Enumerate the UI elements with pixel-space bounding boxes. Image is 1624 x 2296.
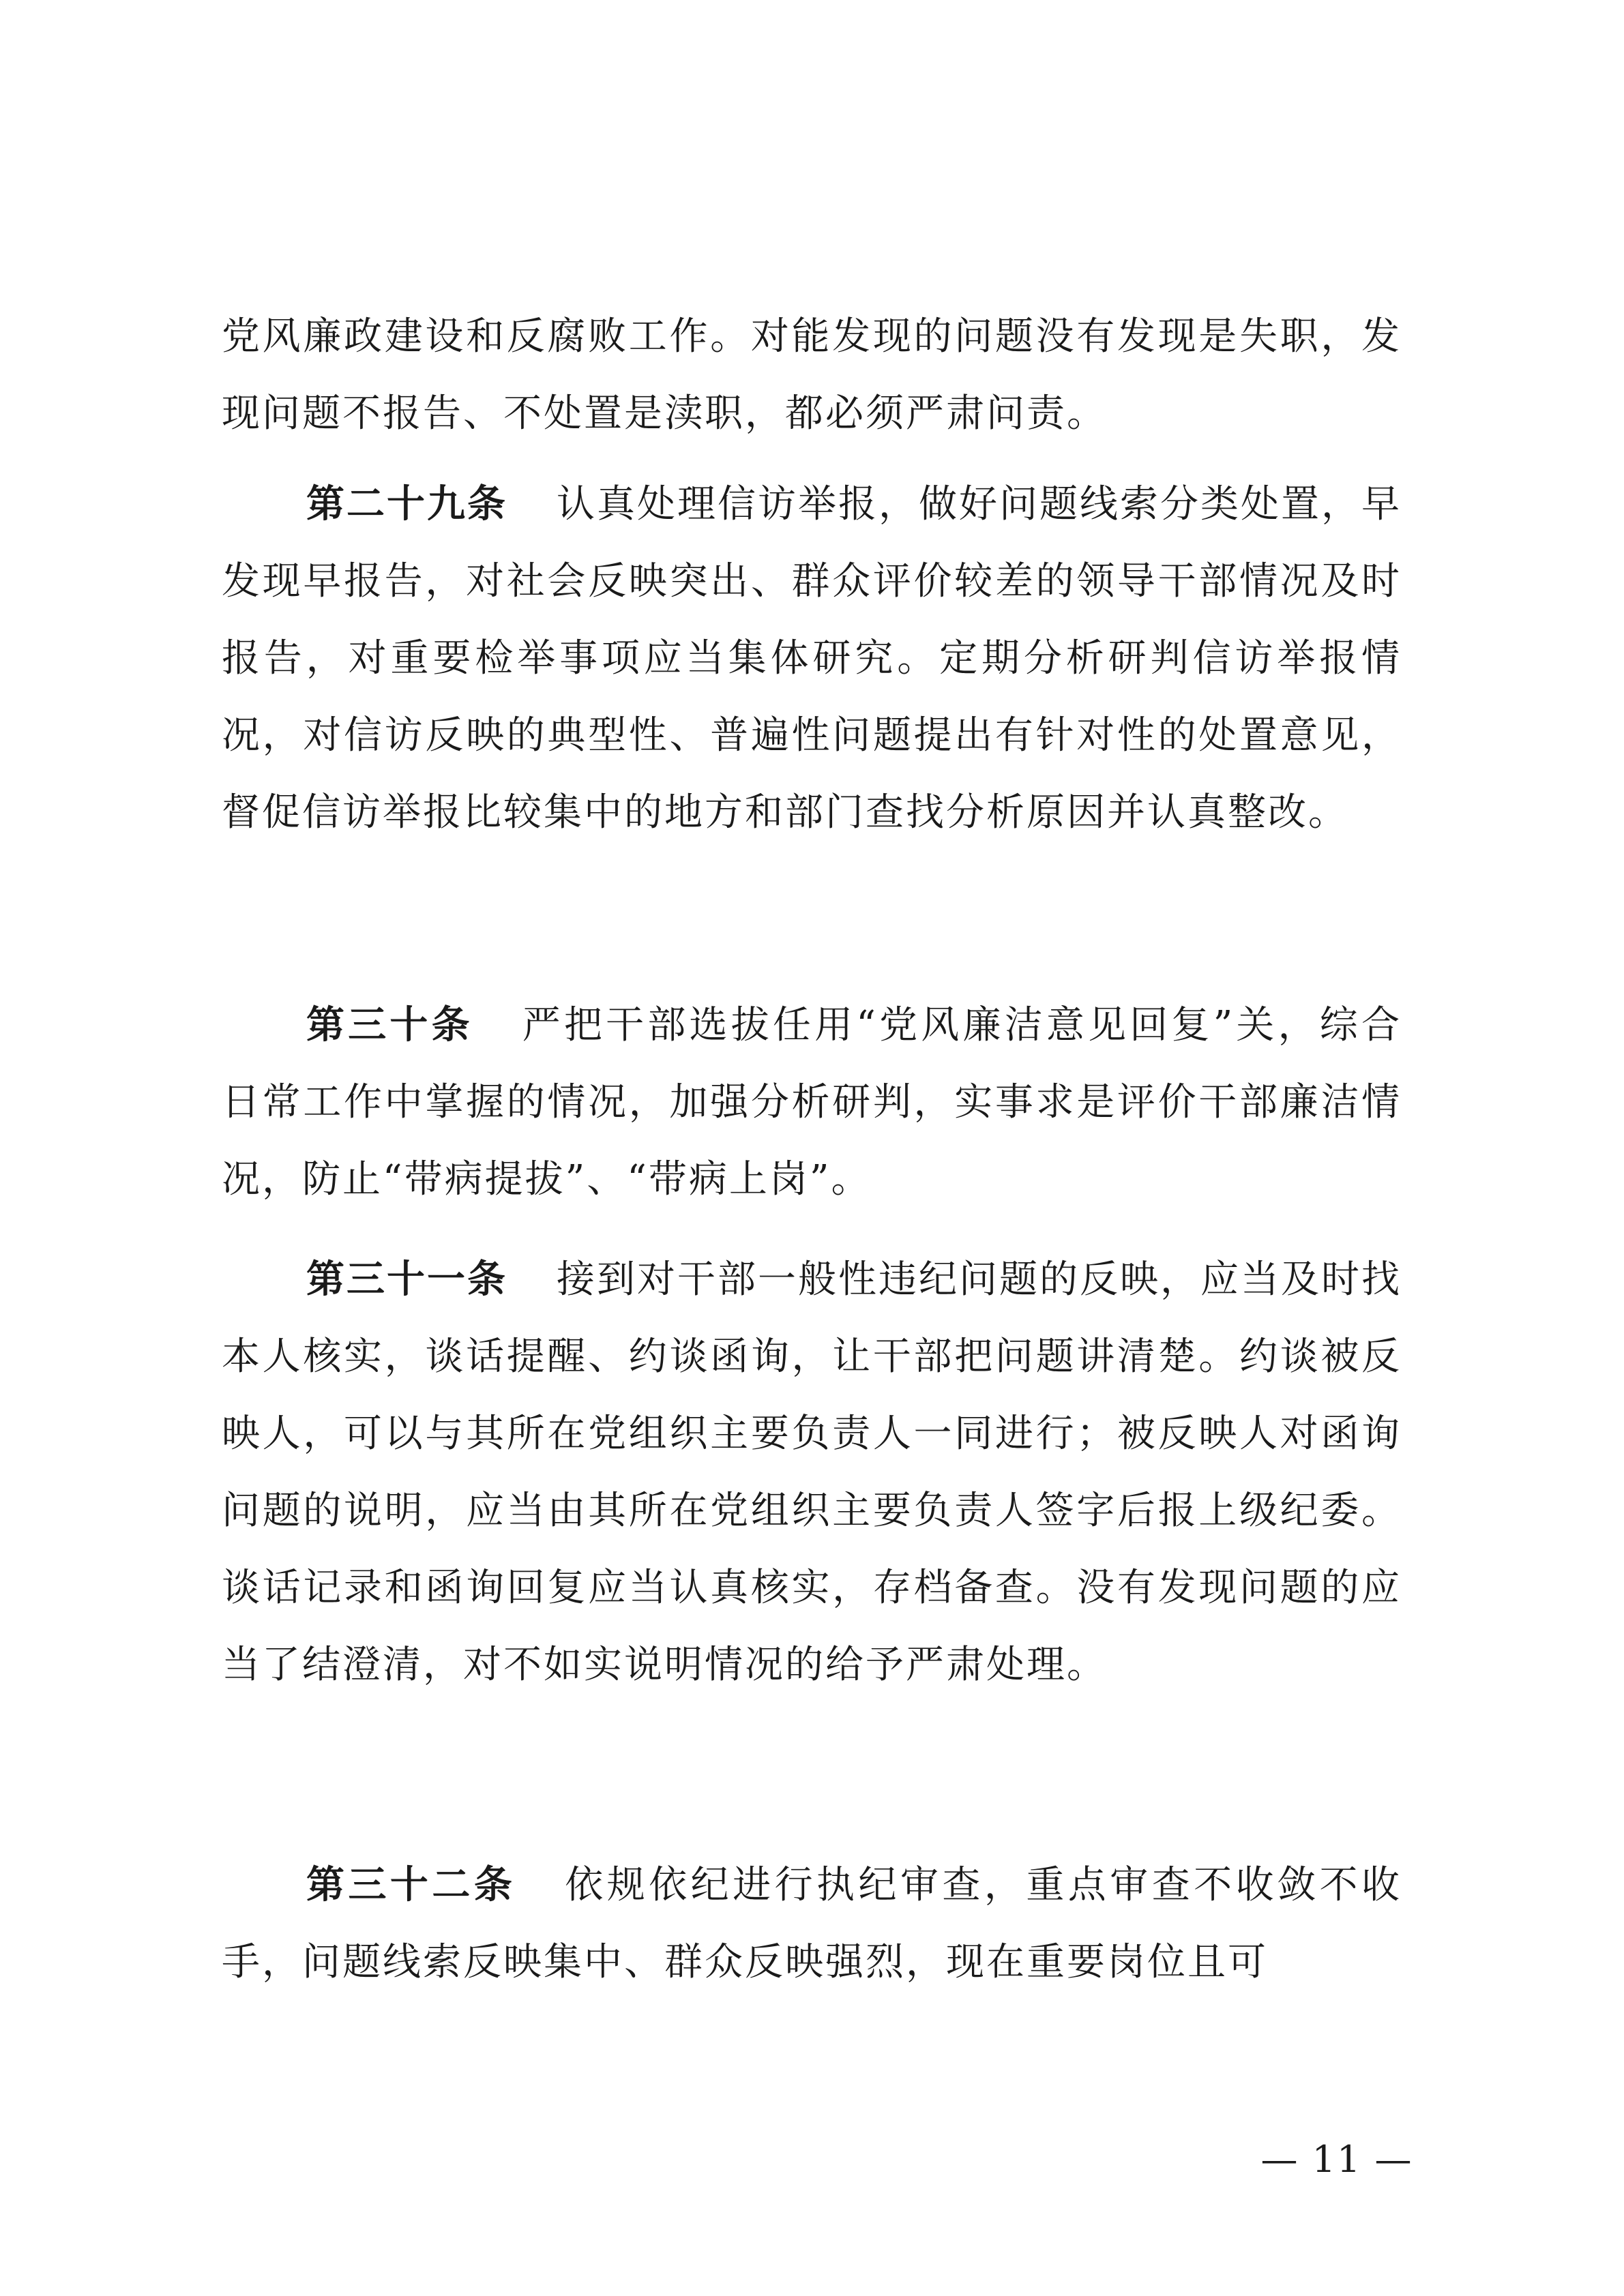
article-29-paragraph bbox=[222, 466, 1402, 851]
article-body: 严把干部选拔任用“党风廉洁意见回复”关，综合日常工作中掌握的情况，加强分析研判，实事求是评价干部廉洁情况，防止“带病提拔”、“带病上岗”。 bbox=[222, 1003, 1402, 1202]
page-number: — 11 — bbox=[1260, 2138, 1413, 2181]
article-body: 认真处理信访举报，做好问题线索分类处置，早发现早报告，对社会反映突出、群众评价较差的领导干部情况及时报告，对重要检举事项应当集体研究。定期分析研判信访举报情况，对信访反映的典型性、普遍性问题提出有针对性的处置意见，督促信访举报比较集中的地方和部门查找分析原因并认真整改。 bbox=[222, 482, 1402, 835]
article-31-paragraph bbox=[222, 1241, 1402, 1703]
article-30 bbox=[222, 987, 1402, 1218]
article-32-paragraph bbox=[222, 1847, 1402, 2001]
article-29 bbox=[222, 466, 1402, 851]
article-32 bbox=[222, 1847, 1402, 2001]
paragraph-text: 党风廉政建设和反腐败工作。对能发现的问题没有发现是失职，发现问题不报告、不处置是渎职，都必须严肃问责。 bbox=[222, 314, 1402, 436]
article-heading: 第三十二条 bbox=[306, 1863, 516, 1907]
article-heading: 第三十一条 bbox=[306, 1257, 507, 1302]
article-heading: 第二十九条 bbox=[306, 482, 507, 526]
article-body: 依规依纪进行执纪审查，重点审查不收敛不收手，问题线索反映集中、群众反映强烈，现在重要岗位且可 bbox=[222, 1863, 1402, 1984]
paragraph-continuation bbox=[222, 298, 1402, 452]
article-31 bbox=[222, 1241, 1402, 1703]
article-body: 接到对干部一般性违纪问题的反映，应当及时找本人核实，谈话提醒、约谈函询，让干部把问题讲清楚。约谈被反映人，可以与其所在党组织主要负责人一同进行；被反映人对函询问题的说明，应当由其所在党组织主要负责人签字后报上级纪委。谈话记录和函询回复应当认真核实，存档备查。没有发现问题的应当了结澄清，对不如实说明情况的给予严肃处理。 bbox=[222, 1257, 1402, 1687]
article-30-paragraph bbox=[222, 987, 1402, 1218]
article-heading: 第三十条 bbox=[306, 1003, 473, 1047]
